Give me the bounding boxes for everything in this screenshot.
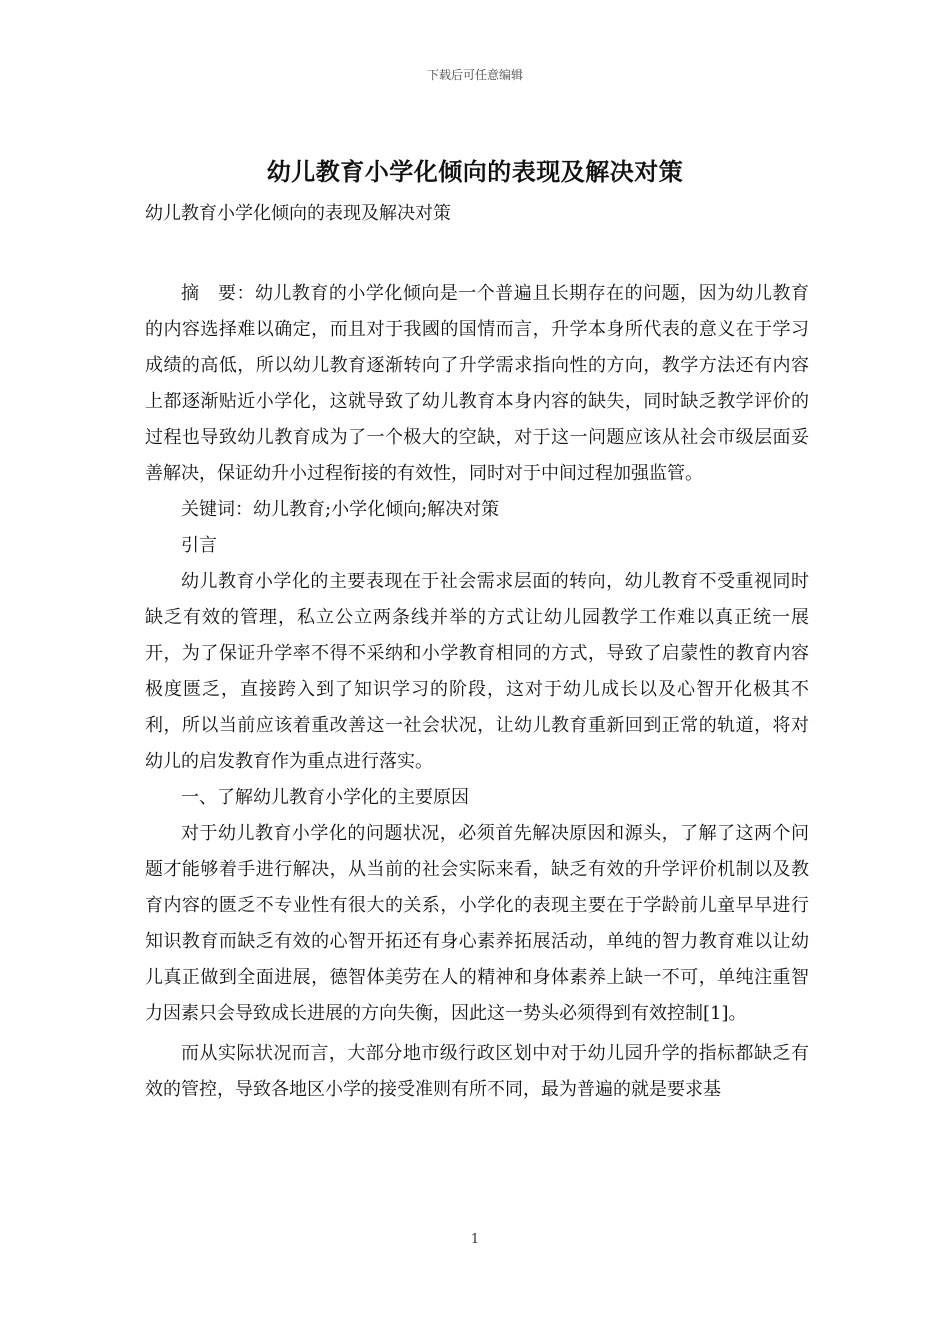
body-paragraph: 而从实际状况而言，大部分地市级行政区划中对于幼儿园升学的指标都缺乏有效的管控，导致各地区小学的接受准则有所不同，最为普遍的就是要求基 (145, 1043, 809, 1100)
abstract-paragraph: 摘 要：幼儿教育的小学化倾向是一个普遍且长期存在的问题，因为幼儿教育的内容选择难以确定，而且对于我國的国情而言，升学本身所代表的意义在于学习成绩的高低，所以幼儿教育逐渐转向了升学需求指向性的方向，教学方法还有内容上都逐渐贴近小学化，这就导致了幼儿教育本身内容的缺失，同时缺乏教学评价的过程也导致幼儿教育成为了一个极大的空缺，对于这一问题应该从社会市级层面妥善解决，保证幼升小过程衔接的有效性，同时对于中间过程加强监管。 (145, 283, 809, 484)
intro-heading: 引言 (181, 535, 217, 556)
document-body (145, 196, 809, 1108)
section-heading: 一、了解幼儿教育小学化的主要原因 (181, 787, 469, 808)
intro-paragraph: 幼儿教育小学化的主要表现在于社会需求层面的转向，幼儿教育不受重视同时缺乏有效的管理，私立公立两条线并举的方式让幼儿园教学工作难以真正统一展开，为了保证升学率不得不采纳和小学教育相同的方式，导致了启蒙性的教育内容极度匮乏，直接跨入到了知识学习的阶段，这对于幼儿成长以及心智开化极其不利，所以当前应该着重改善这一社会状况，让幼儿教育重新回到正常的轨道，将对幼儿的启发教育作为重点进行落实。 (145, 571, 809, 772)
keywords-line: 关键词：幼儿教育;小学化倾向;解决对策 (181, 499, 500, 520)
document-subtitle: 幼儿教育小学化倾向的表现及解决对策 (145, 203, 451, 224)
document-title: 幼儿教育小学化倾向的表现及解决对策 (266, 157, 684, 186)
page-number: 1 (470, 1232, 480, 1247)
download-note: 下载后可任意编辑 (426, 68, 523, 82)
body-paragraph: 对于幼儿教育小学化的问题状况，必须首先解决原因和源头，了解了这两个问题才能够着手进行解决，从当前的社会实际来看，缺乏有效的升学评价机制以及教育内容的匮乏不专业性有很大的关系，小学化的表现主要在于学龄前儿童早早进行知识教育而缺乏有效的心智开拓还有身心素养拓展活动，单纯的智力教育难以让幼儿真正做到全面进展，德智体美劳在人的精神和身体素养上缺一不可，单纯注重智力因素只会导致成长进展的方向失衡，因此这一势头必须得到有效控制[1]。 (145, 823, 809, 1024)
